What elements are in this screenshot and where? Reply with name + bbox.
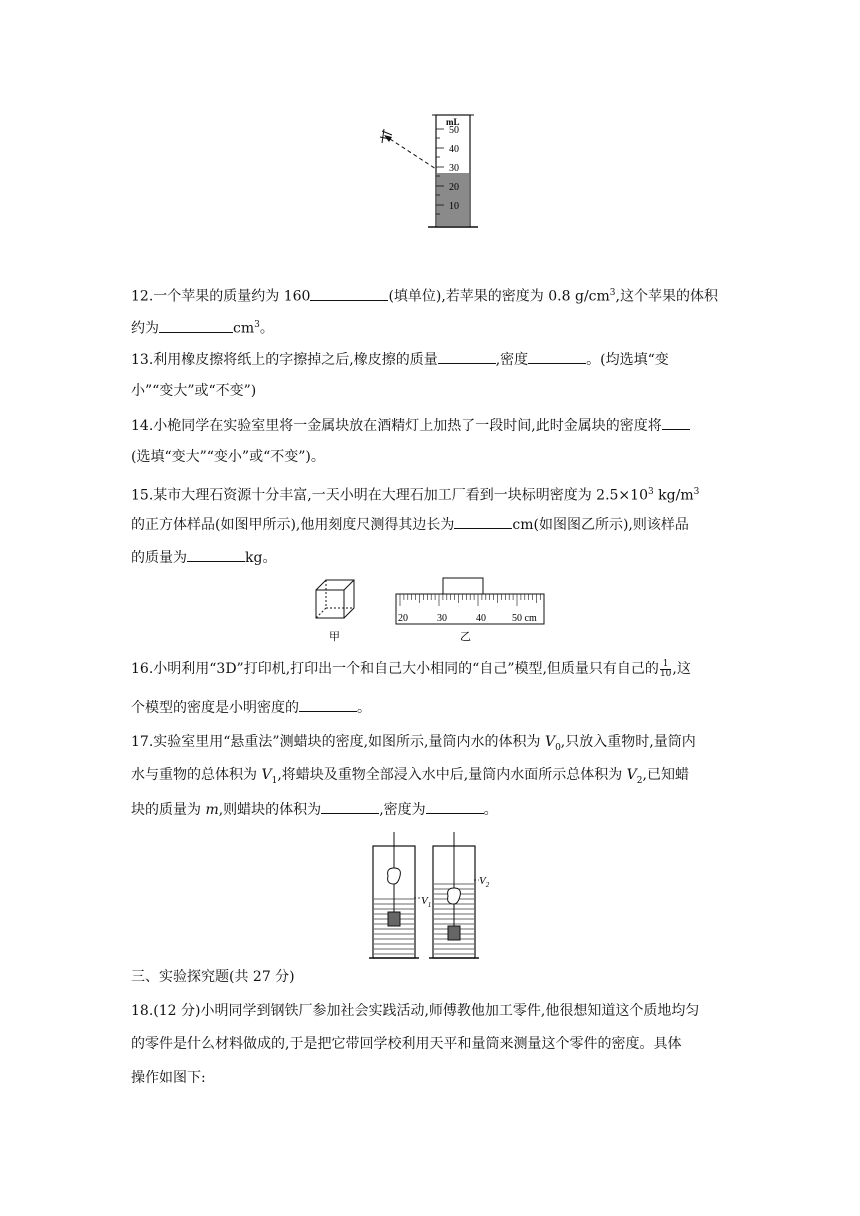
q18-line-3: 操作如图下:: [131, 1070, 206, 1086]
q13-blank-density[interactable]: [528, 349, 586, 364]
q16-line-2: 个模型的密度是小明密度的 。: [131, 697, 371, 718]
q12-line-2: 约为 $cm^3$。: [131, 315, 274, 339]
ruler-tick-50: 50 cm: [512, 613, 537, 624]
cylinder-tick-10: 10: [449, 201, 459, 212]
q16-blank[interactable]: [299, 697, 357, 712]
q16-line-1: 16.小明利用“3D”打印机,打印出一个和自己大小相同的“自己”模型,但质量只有自己的 $\frac{1}{10}$ ,这: [131, 658, 691, 679]
ruler-tick-40: 40: [476, 613, 486, 624]
q14-blank[interactable]: [662, 415, 690, 430]
label-v1: $V_1$: [421, 895, 432, 909]
q12-blank-volume[interactable]: [159, 318, 233, 333]
q12-blank-unit[interactable]: [310, 286, 388, 301]
q12-line-1: 12.一个苹果的质量约为 160 (填单位),若苹果的密度为 0.8 $g/cm^3$,这个苹果的体积: [131, 283, 718, 307]
q14-line-1: 14.小桅同学在实验室里将一金属块放在酒精灯上加热了一段时间,此时金属块的密度将: [131, 415, 690, 436]
cylinder-tick-20: 20: [449, 182, 459, 193]
graduated-cylinder-figure: [370, 105, 480, 235]
cylinder-tick-50: 50: [449, 125, 459, 136]
fraction-one-tenth: $\frac{1}{10}$: [659, 658, 672, 679]
q14-line-2: (选填“变大”“变小”或“不变”)。: [131, 449, 325, 465]
q18-line-1: 18.(12 分)小明同学到钢铁厂参加社会实践活动,师傅教他加工零件,他很想知道这个质地均匀: [131, 1003, 700, 1019]
label-v2: $V_2$: [479, 875, 490, 889]
q15-blank-mass[interactable]: [187, 547, 245, 562]
q17-line-1: 17.实验室里用“悬重法”测蜡块的密度,如图所示,量筒内水的体积为 $V_0$,只放入重物时,量筒内: [131, 734, 696, 753]
q17-blank-volume[interactable]: [321, 799, 379, 814]
q15-line-1: 15.某市大理石资源十分丰富,一天小明在大理石加工厂看到一块标明密度为 $2.5\times 10^3$ $kg/m^3$: [131, 487, 700, 504]
cube-drawing: [316, 580, 354, 618]
section-3-title: 三、实验探究题(共 27 分): [131, 969, 295, 985]
q17-line-3: 块的质量为 m,则蜡块的体积为 ,密度为 。: [131, 799, 498, 820]
q15-line-2: 的正方体样品(如图甲所示),他用刻度尺测得其边长为 cm(如图图乙所示),则该样品: [131, 514, 689, 535]
ruler-tick-30: 30: [437, 613, 447, 624]
ruler-tick-20: 20: [398, 613, 408, 624]
q17-line-2: 水与重物的总体积为 $V_1$,将蜡块及重物全部浸入水中后,量筒内水面所示总体积为 $V_2$,已知蜡: [131, 767, 689, 786]
q13-blank-mass[interactable]: [438, 349, 496, 364]
cylinder-unit-label: mL: [446, 117, 460, 127]
figure-label-jia: 甲: [329, 631, 340, 643]
suspension-method-figure: [365, 832, 505, 962]
q17-blank-density[interactable]: [426, 799, 484, 814]
cylinder-tick-30: 30: [449, 163, 459, 174]
q13-line-1: 13.利用橡皮擦将纸上的字擦掉之后,橡皮擦的质量 ,密度 。(均选填“变: [131, 349, 669, 370]
figure-label-yi: 乙: [460, 631, 471, 643]
q15-blank-length[interactable]: [454, 514, 512, 529]
cube-and-ruler-figure: [312, 576, 552, 646]
q18-line-2: 的零件是什么材料做成的,于是把它带回学校利用天平和量筒来测量这个零件的密度。具体: [131, 1036, 682, 1052]
cylinder-tick-40: 40: [449, 144, 459, 155]
q15-line-3: 的质量为 kg。: [131, 547, 276, 568]
q13-line-2: 小”“变大”或“不变”): [131, 383, 257, 399]
